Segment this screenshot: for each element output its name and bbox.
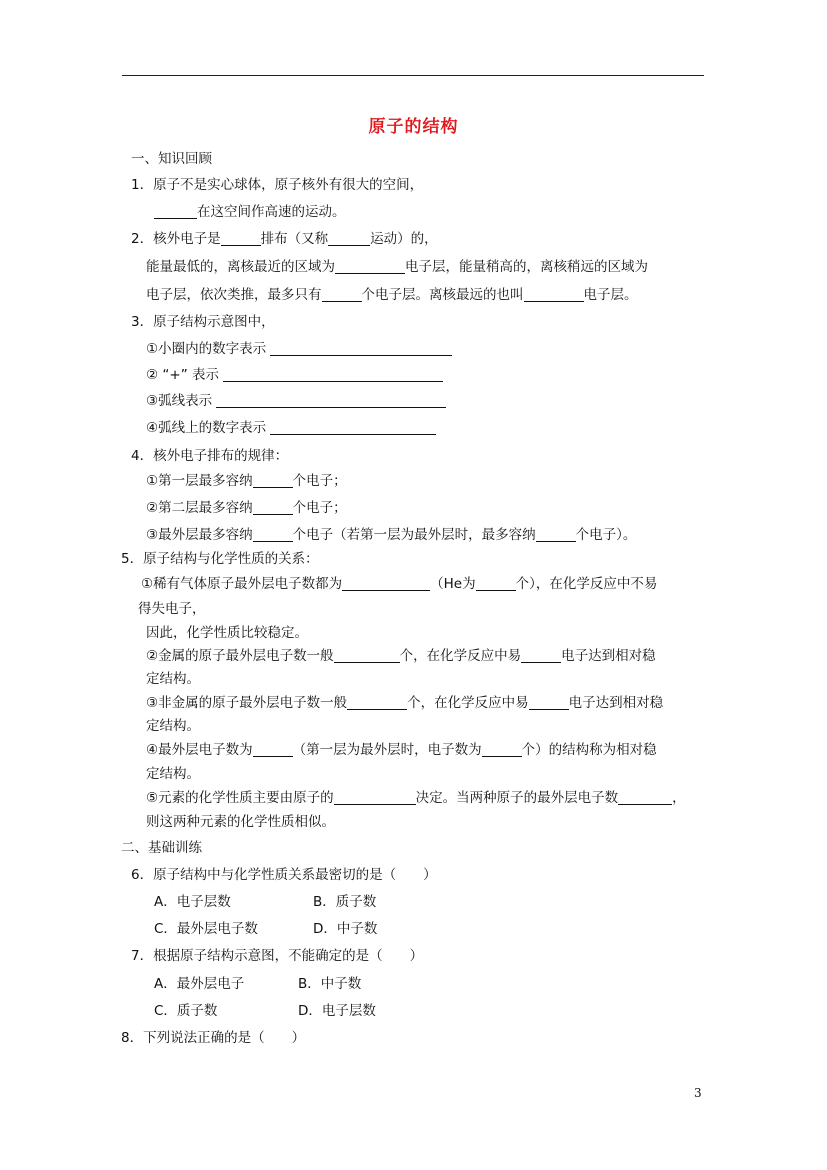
answer-blank[interactable]	[335, 259, 405, 274]
page-title: 原子的结构	[368, 117, 459, 137]
question-4-item-1: ①第一层最多容纳 个电子；	[146, 473, 347, 489]
question-5-item-5: ⑤元素的化学性质主要由原子的 决定。当两种原子的最外层电子数 ，	[146, 790, 686, 806]
answer-blank[interactable]	[476, 576, 516, 591]
header-rule	[122, 75, 704, 76]
question-6-option-b[interactable]: B．质子数	[313, 894, 377, 910]
question-5-item-1-cont: 得失电子，	[138, 601, 206, 617]
section-1-heading: 一、知识回顾	[131, 151, 212, 167]
question-5-item-4-cont: 定结构。	[146, 766, 200, 782]
answer-blank[interactable]	[524, 287, 584, 302]
answer-blank[interactable]	[154, 204, 197, 219]
answer-blank[interactable]	[322, 287, 362, 302]
answer-blank[interactable]	[347, 695, 407, 710]
question-8: 8．下列说法正确的是（ ）	[121, 1030, 306, 1046]
question-6-option-a[interactable]: A．电子层数	[154, 894, 231, 910]
answer-blank[interactable]	[482, 742, 522, 757]
answer-blank[interactable]	[253, 500, 293, 515]
answer-blank[interactable]	[529, 695, 569, 710]
answer-blank[interactable]	[270, 341, 452, 356]
answer-blank[interactable]	[253, 527, 293, 542]
question-7-option-b[interactable]: B．中子数	[298, 976, 362, 992]
question-3-item-1: ①小圈内的数字表示	[146, 340, 452, 358]
question-6: 6．原子结构中与化学性质关系最密切的是（ ）	[131, 867, 437, 883]
answer-blank[interactable]	[221, 231, 261, 246]
question-5-item-2-cont: 定结构。	[146, 671, 200, 687]
question-3-item-3: ③弧线表示	[146, 392, 446, 410]
question-4: 4．核外电子排布的规律：	[131, 448, 289, 464]
question-3: 3．原子结构示意图中，	[131, 314, 275, 330]
question-4-item-3: ③最外层最多容纳 个电子（若第一层为最外层时，最多容纳 个电子）。	[146, 527, 637, 543]
question-7-option-c[interactable]: C．质子数	[154, 1003, 218, 1019]
question-5-item-5-cont: 则这两种元素的化学性质相似。	[146, 814, 335, 830]
answer-blank[interactable]	[342, 576, 430, 591]
question-6-option-d[interactable]: D．中子数	[313, 921, 378, 937]
question-7: 7．根据原子结构示意图，不能确定的是（ ）	[131, 948, 424, 964]
question-5: 5．原子结构与化学性质的关系：	[121, 551, 319, 567]
question-3-item-4: ④弧线上的数字表示	[146, 419, 436, 437]
question-2-line-2: 能量最低的，离核最近的区域为 电子层，能量稍高的，离核稍远的区域为	[146, 259, 648, 275]
question-5-item-3: ③非金属的原子最外层电子数一般 个，在化学反应中易 电子达到相对稳	[146, 695, 664, 711]
answer-blank[interactable]	[253, 473, 293, 488]
question-6-option-c[interactable]: C．最外层电子数	[154, 921, 258, 937]
answer-blank[interactable]	[216, 393, 446, 408]
question-2-line-3: 电子层，依次类推，最多只有 个电子层。离核最远的也叫 电子层。	[146, 287, 638, 303]
answer-blank[interactable]	[618, 790, 672, 805]
question-4-item-2: ②第二层最多容纳 个电子；	[146, 500, 347, 516]
question-5-item-4: ④最外层电子数为 （第一层为最外层时，电子数为 个）的结构称为相对稳	[146, 742, 657, 758]
answer-blank[interactable]	[270, 420, 436, 435]
question-7-option-a[interactable]: A．最外层电子	[154, 976, 245, 992]
answer-blank[interactable]	[536, 527, 576, 542]
question-2-line-1: 2．核外电子是 排布（又称 运动）的，	[131, 231, 438, 247]
section-2-heading: 二、基础训练	[121, 840, 202, 856]
question-5-item-1: ①稀有气体原子最外层电子数都为 （He为 个），在化学反应中不易	[141, 576, 658, 592]
question-5-item-1-cont-2: 因此，化学性质比较稳定。	[146, 625, 308, 641]
answer-blank[interactable]	[334, 790, 416, 805]
answer-blank[interactable]	[253, 742, 293, 757]
question-1-line-1: 1．原子不是实心球体，原子核外有很大的空间，	[131, 177, 424, 193]
page-number: 3	[694, 1086, 702, 1100]
question-5-item-3-cont: 定结构。	[146, 718, 200, 734]
answer-blank[interactable]	[334, 648, 400, 663]
question-3-item-2: ② “+” 表示	[146, 366, 443, 384]
answer-blank[interactable]	[223, 367, 443, 382]
answer-blank[interactable]	[328, 231, 370, 246]
answer-blank[interactable]	[521, 648, 561, 663]
question-1-line-2: 在这空间作高速的运动。	[154, 203, 346, 221]
question-7-option-d[interactable]: D．电子层数	[298, 1003, 376, 1019]
question-5-item-2: ②金属的原子最外层电子数一般 个，在化学反应中易 电子达到相对稳	[146, 648, 656, 664]
